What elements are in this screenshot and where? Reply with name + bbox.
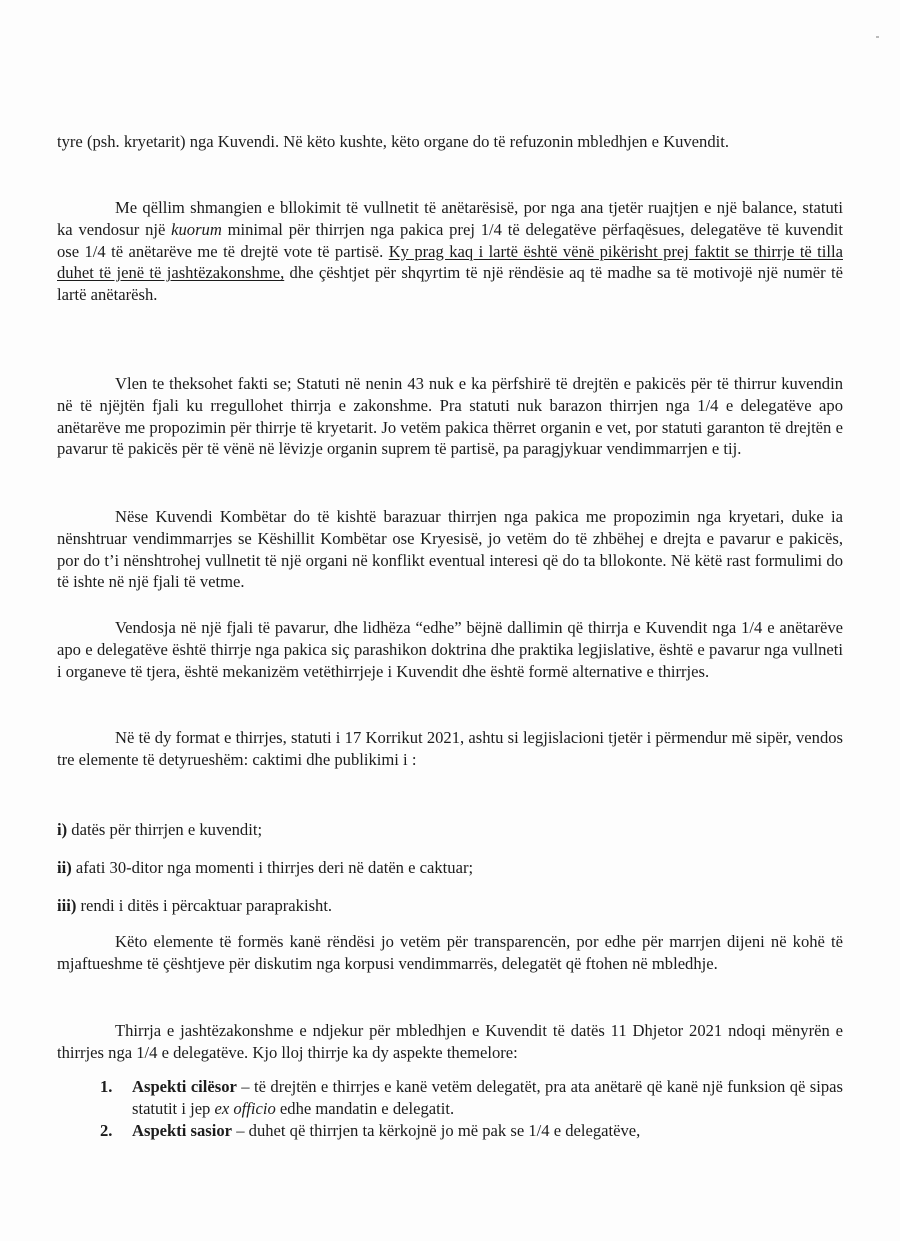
- numbered-item: [100, 1120, 843, 1142]
- list-text: datës për thirrjen e kuvendit;: [67, 820, 263, 839]
- list-text: rendi i ditës i përcaktuar paraprakisht.: [76, 896, 333, 915]
- text: Me qëllim shmangien e bllokimit të vullnetit të anëtarësisë, por nga ana tjetër ruajtjen e një balance, statuti ka vendosur një: [57, 198, 843, 239]
- list-marker: i): [57, 820, 68, 839]
- item-number: 1.: [100, 1077, 113, 1096]
- item-text: – të drejtën e thirrjes e kanë vetëm delegatët, pra ata anëtarë që kanë një funksion që sipas statutit i jep: [132, 1077, 843, 1118]
- list-item: [57, 819, 843, 840]
- text: dhe çështjet për shqyrtim të një rëndësie aq të madhe sa të motivojë një numër të lartë anëtarësh.: [57, 263, 843, 305]
- item-text: edhe mandatin e delegatit.: [275, 1098, 455, 1118]
- paragraph-7: Këto elemente të formës kanë rëndësi jo vetëm për transparencën, por edhe për marrjen dijeni në kohë të mjaftueshme të çështjeve për diskutim nga korpusi vendimmarrës, delegatët që ftohen në mbledhje.: [57, 932, 843, 973]
- italic-term: ex officio: [214, 1098, 276, 1118]
- underlined-sentence: Ky prag kaq i lartë është vënë pikërisht prej faktit se thirrje të tilla duhet të jenë të jashtëzakonshme,: [57, 241, 843, 283]
- paragraph-2: [57, 197, 843, 306]
- text: minimal për thirrjen nga pakica prej 1/4 të delegatëve përfaqësues, delegatëve të kuvendit ose 1/4 të anëtarëve me të drejtë vote të partisë.: [57, 219, 843, 261]
- list-marker: ii): [57, 858, 72, 877]
- paragraph-5: Vendosja në një fjali të pavarur, dhe lidhëza “edhe” bëjnë dallimin që thirrja e Kuvendit nga 1/4 e anëtarëve apo e delegatëve është thirrje nga pakica siç parashikon doktrina dhe praktika legjislative, është e pavarur nga vullneti i organeve të tjera, është mekanizëm vetëthirrjeje i Kuvendit dhe është formë alternative e thirrjes.: [57, 618, 843, 681]
- numbered-item: [100, 1076, 843, 1120]
- paragraph-3: Vlen te theksohet fakti se; Statuti në nenin 43 nuk e ka përfshirë të drejtën e pakicës për të thirrur kuvendin në të njëjtën fjali ku rregullohet thirrja e zakonshme. Pra statuti nuk barazon thirrjen nga 1/4 e delegatëve apo anëtarëve me propozimin për thirrje të kryetarit. Jo vetëm pakica thërret organin e vet, por statuti garanton të drejtën e pavarur të pakicës për të vënë në lëvizje organin suprem të partisë, pa paragjykuar vendimmarrjen e tij.: [57, 374, 843, 459]
- paragraph-8: Thirrja e jashtëzakonshme e ndjekur për mbledhjen e Kuvendit të datës 11 Dhjetor 2021 ndoqi mënyrën e thirrjes nga 1/4 e delegatëve. Kjo lloj thirrje ka dy aspekte themelore:: [57, 1021, 843, 1062]
- paragraph-4: Nëse Kuvendi Kombëtar do të kishtë barazuar thirrjen nga pakica me propozimin nga kryetari, duke ia nënshtruar vendimmarrjes se Këshillit Kombëtar ose Kryesisë, jo vetëm do të zhbëhej e drejta e pavarur e pakicës, por do t’i nënshtrohej vullnetit të një organi në konflikt eventual interesi që do ta bllokonte. Në këtë rast formulimi do të ishte në një fjali të vetme.: [57, 507, 843, 592]
- list-marker: iii): [57, 896, 77, 915]
- paragraph-6: Në të dy format e thirrjes, statuti i 17 Korrikut 2021, ashtu si legjislacioni tjetër i përmendur më sipër, vendos tre elemente të detyrueshëm: caktimi dhe publikimi i :: [57, 728, 843, 769]
- list-item: [57, 857, 843, 878]
- item-number: 2.: [100, 1121, 113, 1140]
- italic-term: kuorum: [171, 219, 222, 239]
- list-item: [57, 895, 843, 916]
- item-title: Aspekti sasior: [132, 1121, 233, 1140]
- paragraph-1: tyre (psh. kryetarit) nga Kuvendi. Në këto kushte, këto organe do të refuzonin mbledhjen e Kuvendit.: [57, 132, 730, 151]
- item-title: Aspekti cilësor: [132, 1077, 237, 1096]
- scan-speck: [876, 36, 879, 38]
- list-text: afati 30-ditor nga momenti i thirrjes deri në datën e caktuar;: [71, 858, 474, 877]
- item-text: – duhet që thirrjen ta kërkojnë jo më pak se 1/4 e delegatëve,: [232, 1121, 641, 1140]
